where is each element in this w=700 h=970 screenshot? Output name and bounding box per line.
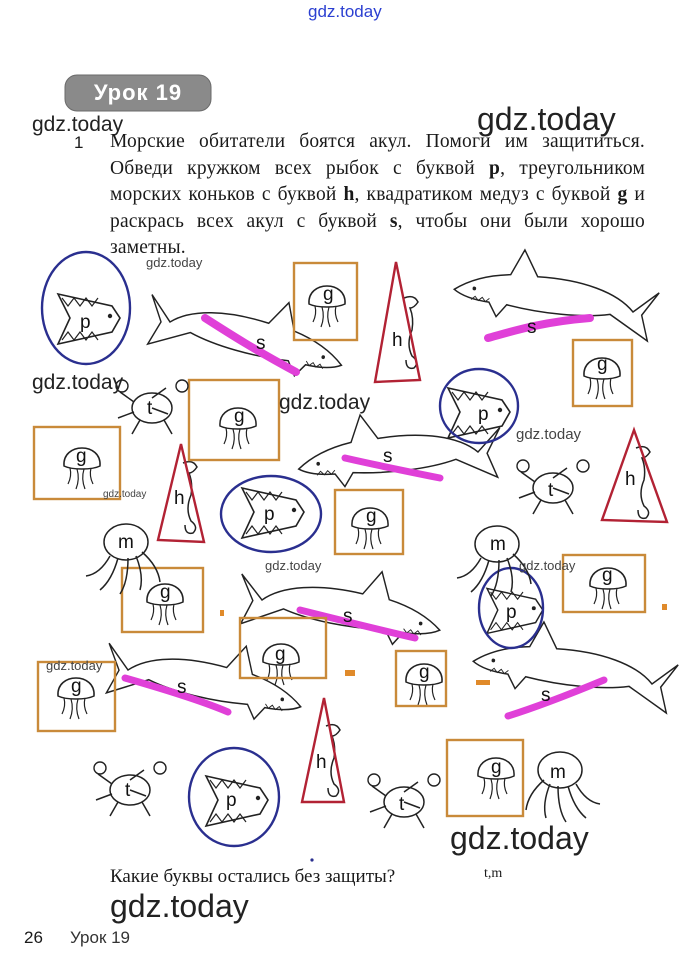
task-letter-g: g — [617, 184, 628, 205]
seahorse-3 — [602, 430, 667, 522]
answer-text: t,m — [484, 866, 503, 881]
watermark-scene-4: gdz.today — [516, 426, 582, 443]
shark-2-label: s — [527, 317, 537, 338]
jellyfish-2-label: g — [597, 354, 608, 375]
crab-1 — [116, 380, 188, 434]
fish-5-label: p — [226, 790, 237, 811]
question-text: Какие буквы остались без защиты? — [110, 866, 396, 887]
shark-1-label: s — [256, 333, 266, 354]
jellyfish-10-label: g — [71, 676, 82, 697]
seahorse-4 — [302, 698, 344, 802]
fish-5 — [189, 748, 279, 846]
jellyfish-8-label: g — [275, 644, 286, 665]
jellyfish-7-label: g — [160, 582, 171, 603]
page-number: 26 — [24, 928, 43, 947]
task-letter-p: p — [489, 157, 501, 179]
shark-3-label: s — [383, 446, 393, 467]
watermark-top: gdz.today — [308, 2, 382, 21]
jellyfish-3-label: g — [234, 406, 245, 427]
task-number: 1 — [74, 133, 84, 152]
seahorse-3-label: h — [625, 469, 636, 490]
watermark-scene-2: gdz.today — [32, 371, 124, 394]
shark-2 — [451, 240, 662, 341]
fish-1 — [42, 252, 130, 364]
crab-3-label: t — [125, 780, 131, 801]
shark-4-label: s — [343, 606, 353, 627]
stray-mark-4 — [662, 604, 667, 610]
stray-mark-2 — [345, 670, 355, 676]
watermark-scene-1: gdz.today — [146, 255, 203, 270]
jellyfish-4-label: g — [76, 446, 87, 467]
crab-4 — [368, 774, 440, 828]
fish-2-label: p — [478, 404, 489, 425]
fish-1-label: p — [80, 312, 91, 333]
watermark-scene-3: gdz.today — [279, 391, 371, 414]
task-text-4: и раскрась всех акул с буквой — [110, 184, 645, 232]
fish-3-label: p — [264, 504, 275, 525]
jellyfish-2 — [573, 340, 632, 406]
jellyfish-5-label: g — [366, 506, 377, 527]
octopus-3-label: m — [550, 762, 566, 783]
jellyfish-9-label: g — [419, 662, 430, 683]
task-letter-h: h — [343, 184, 355, 205]
jellyfish-11-label: g — [491, 757, 502, 778]
seahorse-2-label: h — [174, 488, 185, 509]
stray-dot — [310, 858, 313, 861]
seahorse-2 — [158, 444, 204, 542]
crab-2 — [517, 460, 589, 514]
shark-5-label: s — [177, 677, 187, 698]
seahorse-1 — [375, 262, 420, 382]
task-letter-s: s — [389, 210, 398, 232]
task-text-2: , треугольником морских коньков с буквой — [110, 157, 645, 205]
jellyfish-1 — [294, 263, 357, 340]
jellyfish-11 — [447, 740, 523, 816]
crab-2-label: t — [548, 480, 554, 501]
fish-2 — [440, 369, 518, 443]
task-text-1: Морские обитатели боятся акул. Помоги им защититься. Обведи кружком всех рыбок с буквой — [110, 131, 645, 179]
watermark-scene-8: gdz.today — [46, 658, 103, 673]
jellyfish-9 — [396, 651, 446, 706]
seahorse-4-label: h — [316, 752, 327, 773]
fish-3 — [221, 476, 321, 552]
watermark-bottom-right: gdz.today — [450, 820, 589, 856]
watermark-scene-7: gdz.today — [519, 558, 576, 573]
footer-lesson-title: Урок 19 — [70, 928, 131, 947]
watermark-scene-5: gdz.today — [103, 489, 147, 500]
crab-3 — [94, 762, 166, 816]
octopus-1-label: m — [118, 532, 134, 553]
seahorse-1-label: h — [392, 330, 403, 351]
watermark-right-large: gdz.today — [477, 101, 616, 137]
octopus-2-label: m — [490, 534, 506, 555]
stray-mark-1 — [220, 610, 224, 616]
watermark-bottom-left: gdz.today — [110, 888, 249, 924]
watermark-scene-6: gdz.today — [265, 558, 322, 573]
shark-6-label: s — [541, 685, 551, 706]
task-text-3: , квадратиком медуз с буквой — [354, 184, 618, 205]
crab-4-label: t — [399, 794, 405, 815]
triangle-mark-4 — [302, 698, 344, 802]
jellyfish-7 — [122, 568, 203, 632]
task-text-5: , чтобы они были хорошо заметны. — [110, 210, 645, 258]
crab-1-label: t — [147, 398, 153, 419]
fish-4 — [479, 568, 543, 648]
stray-mark-3 — [476, 680, 490, 685]
octopus-3 — [526, 752, 600, 822]
watermark-left: gdz.today — [32, 113, 124, 136]
jellyfish-1-label: g — [323, 284, 334, 305]
jellyfish-3 — [189, 380, 279, 460]
jellyfish-5 — [335, 490, 403, 554]
lesson-badge: Урок 19 — [93, 80, 183, 105]
fish-4-label: p — [506, 602, 517, 623]
jellyfish-6-label: g — [602, 565, 613, 586]
